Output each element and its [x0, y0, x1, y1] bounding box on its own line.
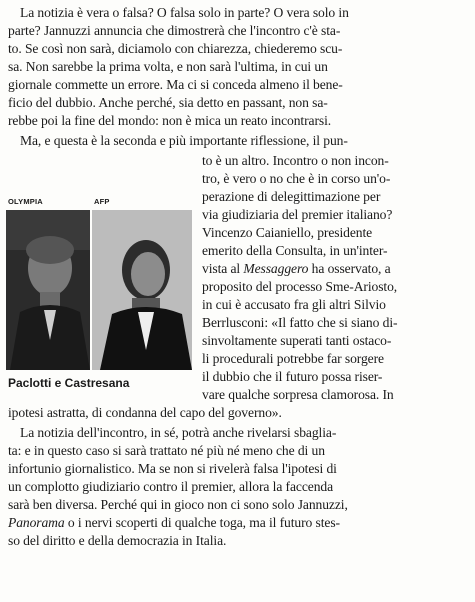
article-line: La notizia dell'incontro, in sé, potrà anche rivelarsi sbaglia- — [20, 425, 337, 440]
article-line: La notizia è vera o falsa? O falsa solo in parte? O vera solo in — [20, 5, 349, 20]
article-line: via giudiziaria del premier italiano? — [202, 207, 393, 222]
article-line: tro, è vero o no che è in corso un'o- — [202, 171, 391, 186]
article-line: rebbe poi la fine del mondo: non è mica un reato incontrarsi. — [8, 113, 332, 128]
article-line: vare qualche sorpresa clamorosa. In — [202, 387, 394, 402]
article-line: ipotesi astratta, di condanna del capo del governo». — [8, 405, 282, 420]
article-line: Berrlusconi: «Il fatto che si siano di- — [202, 315, 398, 330]
article-line: ta: e in questo caso si sarà trattato né più né meno che di un — [8, 443, 325, 458]
article-line: perazione di delegittimazione per — [202, 189, 381, 204]
article-line: Vincenzo Caianiello, presidente — [202, 225, 373, 240]
article-line: sa. Non sarebbe la prima volta, e non sarà l'ultima, in cui un — [8, 59, 328, 74]
article-line: sinvoltamente superati tanti ostaco- — [202, 333, 392, 348]
article-line: to. Se così non sarà, diciamolo con chiarezza, chiederemo scu- — [8, 41, 343, 56]
article-line: in cui è accusato fra gli altri Silvio — [202, 297, 386, 312]
article-line: parte? Jannuzzi annuncia che dimostrerà che l'incontro c'è sta- — [8, 23, 341, 38]
article-line: so del diritto e della democrazia in Italia. — [8, 533, 227, 548]
article-line: infortunio giornalistico. Ma se non si rivelerà falsa l'ipotesi di — [8, 461, 337, 476]
article-line: sarà ben diversa. Perché qui in gioco non ci sono solo Jannuzzi, — [8, 497, 348, 512]
photo-caption: Paclotti e Castresana — [8, 376, 130, 390]
article-line: proposito del processo Sme-Ariosto, — [202, 279, 398, 294]
article-line: giornale commette un errore. Ma ci si conceda almeno il bene- — [8, 77, 343, 92]
article-line: emerito della Consulta, in un'inter- — [202, 243, 388, 258]
article-line: un complotto giudiziario contro il premier, allora la faccenda — [8, 479, 334, 494]
article-line: vista al Messaggero ha osservato, a — [202, 261, 391, 276]
photo-castresana — [92, 210, 192, 370]
article-line: li procedurali potrebbe far sorgere — [202, 351, 384, 366]
article-line: il dubbio che il futuro possa riser- — [202, 369, 383, 384]
photo-credit-left: OLYMPIA — [8, 197, 43, 206]
photo-credit-right: AFP — [94, 197, 110, 206]
article-line: Ma, e questa è la seconda e più importante riflessione, il pun- — [20, 133, 348, 148]
article-line: Panorama o i nervi scoperti di qualche toga, ma il futuro stes- — [8, 515, 340, 530]
photo-paclotti — [6, 210, 90, 370]
article-line: to è un altro. Incontro o non incon- — [202, 153, 389, 168]
article-line: ficio del dubbio. Anche perché, sia detto en passant, non sa- — [8, 95, 328, 110]
